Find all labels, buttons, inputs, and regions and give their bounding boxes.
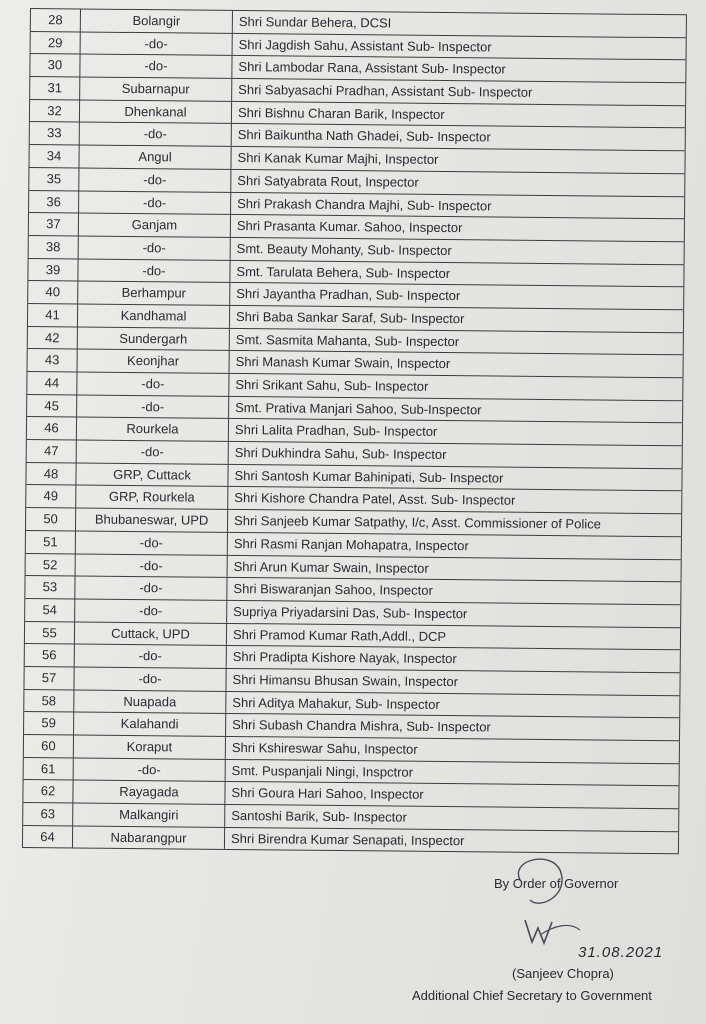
row-number: 48	[26, 463, 76, 485]
row-number: 49	[26, 485, 76, 507]
row-name: Shri Kishore Chandra Patel, Asst. Sub- Inspector	[228, 487, 682, 513]
row-name: Shri Baikuntha Nath Ghadei, Sub- Inspector	[232, 124, 686, 150]
row-name: Shri Aditya Mahakur, Sub- Inspector	[226, 692, 680, 718]
row-name: Shri Kanak Kumar Majhi, Inspector	[231, 147, 685, 173]
row-number: 44	[27, 372, 77, 394]
row-name: Smt. Sasmita Mahanta, Sub- Inspector	[230, 329, 684, 355]
row-district: Nuapada	[74, 690, 226, 713]
row-district: Bhubaneswar, UPD	[76, 509, 228, 532]
row-district: -do-	[79, 191, 231, 214]
row-number: 59	[24, 712, 74, 734]
row-name: Santoshi Barik, Sub- Inspector	[225, 805, 679, 831]
row-district: -do-	[75, 645, 227, 668]
row-number: 31	[30, 77, 80, 99]
row-number: 40	[28, 281, 78, 303]
row-district: -do-	[80, 55, 232, 78]
row-district: -do-	[75, 599, 227, 622]
row-number: 38	[29, 236, 79, 258]
row-number: 50	[26, 508, 76, 530]
row-number: 41	[28, 304, 78, 326]
row-district: -do-	[74, 667, 226, 690]
awardee-table	[22, 8, 687, 855]
row-district: -do-	[76, 554, 228, 577]
row-name: Shri Santosh Kumar Bahinipati, Sub- Inspector	[228, 465, 682, 491]
row-name: Shri Pramod Kumar Rath,Addl., DCP	[227, 623, 681, 649]
row-number: 62	[23, 780, 73, 802]
row-district: Koraput	[74, 735, 226, 758]
row-number: 52	[26, 553, 76, 575]
row-name: Shri Rasmi Ranjan Mohapatra, Inspector	[228, 533, 682, 559]
row-name: Supriya Priyadarsini Das, Sub- Inspector	[227, 601, 681, 627]
row-number: 30	[30, 54, 80, 76]
row-number: 29	[31, 32, 81, 54]
row-district: Angul	[79, 146, 231, 169]
row-district: Bolangir	[81, 9, 233, 32]
row-district: -do-	[77, 441, 229, 464]
row-number: 56	[25, 644, 75, 666]
row-district: -do-	[79, 236, 231, 259]
row-name: Shri Prasanta Kumar. Sahoo, Inspector	[231, 215, 685, 241]
row-number: 36	[29, 191, 79, 213]
row-district: -do-	[76, 531, 228, 554]
row-number: 28	[31, 9, 81, 31]
row-district: Nabarangpur	[73, 826, 225, 849]
row-district: Ganjam	[79, 214, 231, 237]
row-name: Smt. Beauty Mohanty, Sub- Inspector	[231, 238, 685, 264]
row-number: 39	[28, 259, 78, 281]
row-number: 35	[29, 168, 79, 190]
row-district: -do-	[78, 259, 230, 282]
row-district: Keonjhar	[78, 350, 230, 373]
row-district: GRP, Cuttack	[76, 463, 228, 486]
row-number: 54	[25, 599, 75, 621]
row-name: Shri Sundar Behera, DCSI	[233, 11, 687, 37]
row-number: 58	[24, 690, 74, 712]
row-number: 42	[28, 327, 78, 349]
row-number: 51	[26, 531, 76, 553]
row-district: -do-	[77, 372, 229, 395]
row-number: 63	[23, 803, 73, 825]
row-district: Berhampur	[78, 282, 230, 305]
row-district: Subarnapur	[80, 78, 232, 101]
row-name: Shri Goura Hari Sahoo, Inspector	[225, 782, 679, 808]
row-name: Shri Bishnu Charan Barik, Inspector	[232, 102, 686, 128]
row-name: Shri Himansu Bhusan Swain, Inspector	[226, 669, 680, 695]
signature-date: 31.08.2021	[578, 944, 664, 961]
row-name: Shri Lalita Pradhan, Sub- Inspector	[229, 419, 683, 445]
row-name: Shri Pradipta Kishore Nayak, Inspector	[227, 646, 681, 672]
row-number: 57	[24, 667, 74, 689]
row-name: Smt. Prativa Manjari Sahoo, Sub-Inspector	[229, 397, 683, 423]
row-district: Sundergarh	[78, 327, 230, 350]
order-line: By Order of Governor	[494, 876, 619, 891]
row-name: Shri Sabyasachi Pradhan, Assistant Sub- Inspector	[232, 79, 686, 105]
row-name: Shri Biswaranjan Sahoo, Inspector	[227, 578, 681, 604]
row-number: 33	[30, 122, 80, 144]
row-district: -do-	[75, 577, 227, 600]
row-district: -do-	[81, 32, 233, 55]
row-name: Shri Subash Chandra Mishra, Sub- Inspector	[226, 714, 680, 740]
row-district: Dhenkanal	[80, 100, 232, 123]
row-district: Kalahandi	[74, 713, 226, 736]
row-name: Shri Arun Kumar Swain, Inspector	[228, 555, 682, 581]
row-name: Shri Manash Kumar Swain, Inspector	[230, 351, 684, 377]
row-number: 46	[27, 417, 77, 439]
row-name: Shri Prakash Chandra Majhi, Sub- Inspector	[231, 192, 685, 218]
row-number: 61	[24, 758, 74, 780]
row-district: -do-	[80, 123, 232, 146]
row-number: 47	[27, 440, 77, 462]
row-district: Kandhamal	[78, 304, 230, 327]
row-name: Smt. Tarulata Behera, Sub- Inspector	[230, 260, 684, 286]
row-name: Shri Srikant Sahu, Sub- Inspector	[229, 374, 683, 400]
row-name: Shri Satyabrata Rout, Inspector	[231, 170, 685, 196]
row-district: -do-	[79, 168, 231, 191]
signatory-designation: Additional Chief Secretary to Government	[412, 988, 652, 1003]
row-district: Rayagada	[73, 781, 225, 804]
row-name: Smt. Puspanjali Ningi, Inspctror	[226, 760, 680, 786]
signatory-name: (Sanjeev Chopra)	[512, 966, 614, 981]
row-number: 34	[29, 145, 79, 167]
row-district: -do-	[77, 395, 229, 418]
row-name: Shri Baba Sankar Saraf, Sub- Inspector	[230, 306, 684, 332]
row-number: 60	[24, 735, 74, 757]
row-number: 43	[28, 349, 78, 371]
row-number: 37	[29, 213, 79, 235]
row-number: 55	[25, 622, 75, 644]
row-name: Shri Dukhindra Sahu, Sub- Inspector	[229, 442, 683, 468]
row-name: Shri Lambodar Rana, Assistant Sub- Inspector	[232, 56, 686, 82]
row-number: 53	[25, 576, 75, 598]
row-number: 32	[30, 100, 80, 122]
row-district: Rourkela	[77, 418, 229, 441]
row-name: Shri Birendra Kumar Senapati, Inspector	[225, 828, 679, 854]
row-number: 64	[23, 826, 73, 848]
row-number: 45	[27, 395, 77, 417]
row-district: GRP, Rourkela	[76, 486, 228, 509]
row-district: Cuttack, UPD	[75, 622, 227, 645]
row-name: Shri Sanjeeb Kumar Satpathy, I/c, Asst. Commissioner of Police	[228, 510, 682, 536]
row-district: -do-	[74, 758, 226, 781]
row-name: Shri Jayantha Pradhan, Sub- Inspector	[230, 283, 684, 309]
row-name: Shri Jagdish Sahu, Assistant Sub- Inspector	[233, 34, 687, 60]
row-district: Malkangiri	[73, 804, 225, 827]
row-name: Shri Kshireswar Sahu, Inspector	[226, 737, 680, 763]
